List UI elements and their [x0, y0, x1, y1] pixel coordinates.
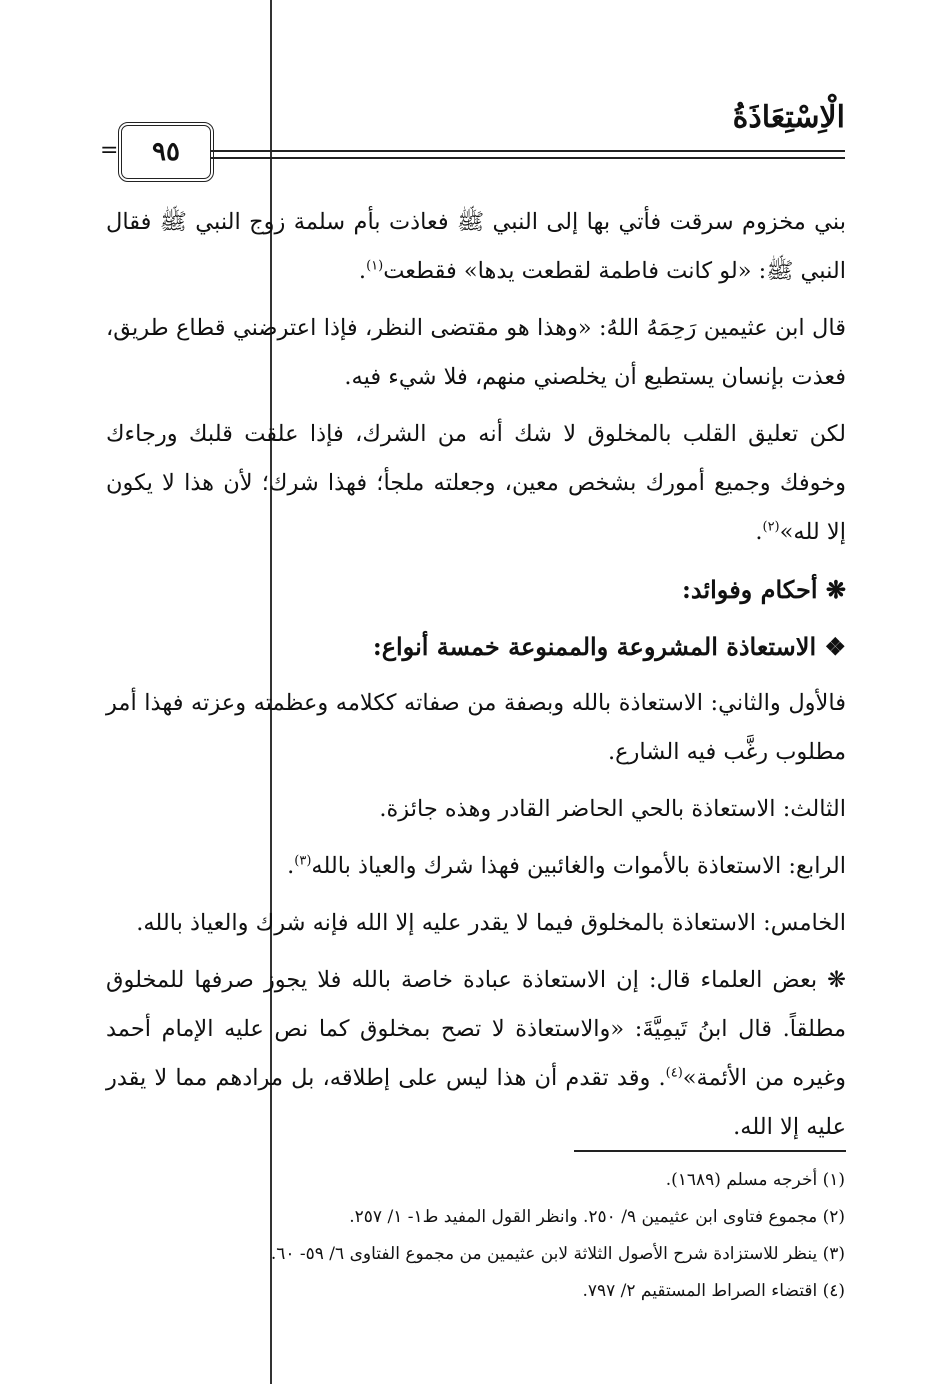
footnote: (١) أخرجه مسلم (١٦٨٩). [665, 1170, 845, 1190]
footnotes [185, 1162, 845, 1310]
paragraph: الخامس: الاستعاذة بالمخلوق فيما لا يقدر عليه إلا الله فإنه شرك والعياذ بالله. [136, 910, 846, 936]
header-rule [210, 150, 845, 152]
paragraph: فالأول والثاني: الاستعاذة بالله وبصفة من صفاته ككلامه وعظمته وعزته فهذا أمر مطلوب رغَّب فيه الشارع. [106, 690, 846, 765]
paragraph: ❋ بعض العلماء قال: إن الاستعاذة عبادة خاصة بالله فلا يجوز صرفها للمخلوق مطلقاً. قال ابنُ تَيمِيَّةَ: «والاستعاذة لا تصح بمخلوق كما نص عليه الإمام أحمد وغيره من الأئمة»$^{(٤)}$. وقد تقدم أن هذا ليس على إطلاقه، بل مرادهم مما لا يقدر عليه إلا الله. [106, 967, 846, 1140]
footnote: (٢) مجموع فتاوى ابن عثيمين ٩/ ٢٥٠. وانظر القول المفيد ط١- ١/ ٢٥٧. [349, 1207, 845, 1227]
header-ornament: = [100, 138, 119, 163]
footnote-ref: (٣) [294, 853, 312, 869]
footnote-ref: (١) [366, 258, 384, 274]
footnote: (٤) اقتضاء الصراط المستقيم ٢/ ٧٩٧. [582, 1281, 845, 1301]
footnote-ref: (٢) [762, 519, 780, 535]
page-number-box [118, 122, 214, 182]
paragraph: الرابع: الاستعاذة بالأموات والغائبين فهذا شرك والعياذ بالله$^{(٣)}$. [287, 853, 846, 879]
paragraph: الثالث: الاستعاذة بالحي الحاضر القادر وهذه جائزة. [379, 796, 846, 822]
body-text [106, 198, 846, 1160]
header-rule [210, 157, 845, 159]
page-number: ٩٥ [152, 137, 180, 167]
section-heading: ❋ أحكام وفوائد: [681, 575, 846, 604]
subsection-heading: ❖ الاستعاذة المشروعة والممنوعة خمسة أنواع: [372, 632, 846, 661]
footnote: (٣) ينظر للاستزادة شرح الأصول الثلاثة لابن عثيمين من مجموع الفتاوى ٦/ ٥٩- ٦٠. [270, 1244, 845, 1264]
paragraph: بني مخزوم سرقت فأتي بها إلى النبي ﷺ فعاذت بأم سلمة زوج النبي ﷺ فقال النبي ﷺ: «لو كانت فاطمة لقطعت يدها» فقطعت$^{(١)}$. [106, 209, 846, 284]
paragraph: قال ابن عثيمين رَحِمَهُ اللهُ: «وهذا هو مقتضى النظر، فإذا اعترضني قطاع طريق، فعذت بإنسان يستطيع أن يخلصني منهم، فلا شيء فيه. [106, 315, 846, 390]
footnote-ref: (٤) [665, 1065, 683, 1081]
paragraph: لكن تعليق القلب بالمخلوق لا شك أنه من الشرك، فإذا علقت قلبك ورجاءك وخوفك وجميع أمورك بشخص معين، وجعلته ملجأ؛ فهذا شرك؛ لأن هذا لا يكون إلا لله»$^{(٢)}$. [106, 421, 846, 545]
chapter-title: الْاِسْتِعَاذَةُ [732, 100, 845, 135]
footnote-separator [574, 1150, 846, 1152]
